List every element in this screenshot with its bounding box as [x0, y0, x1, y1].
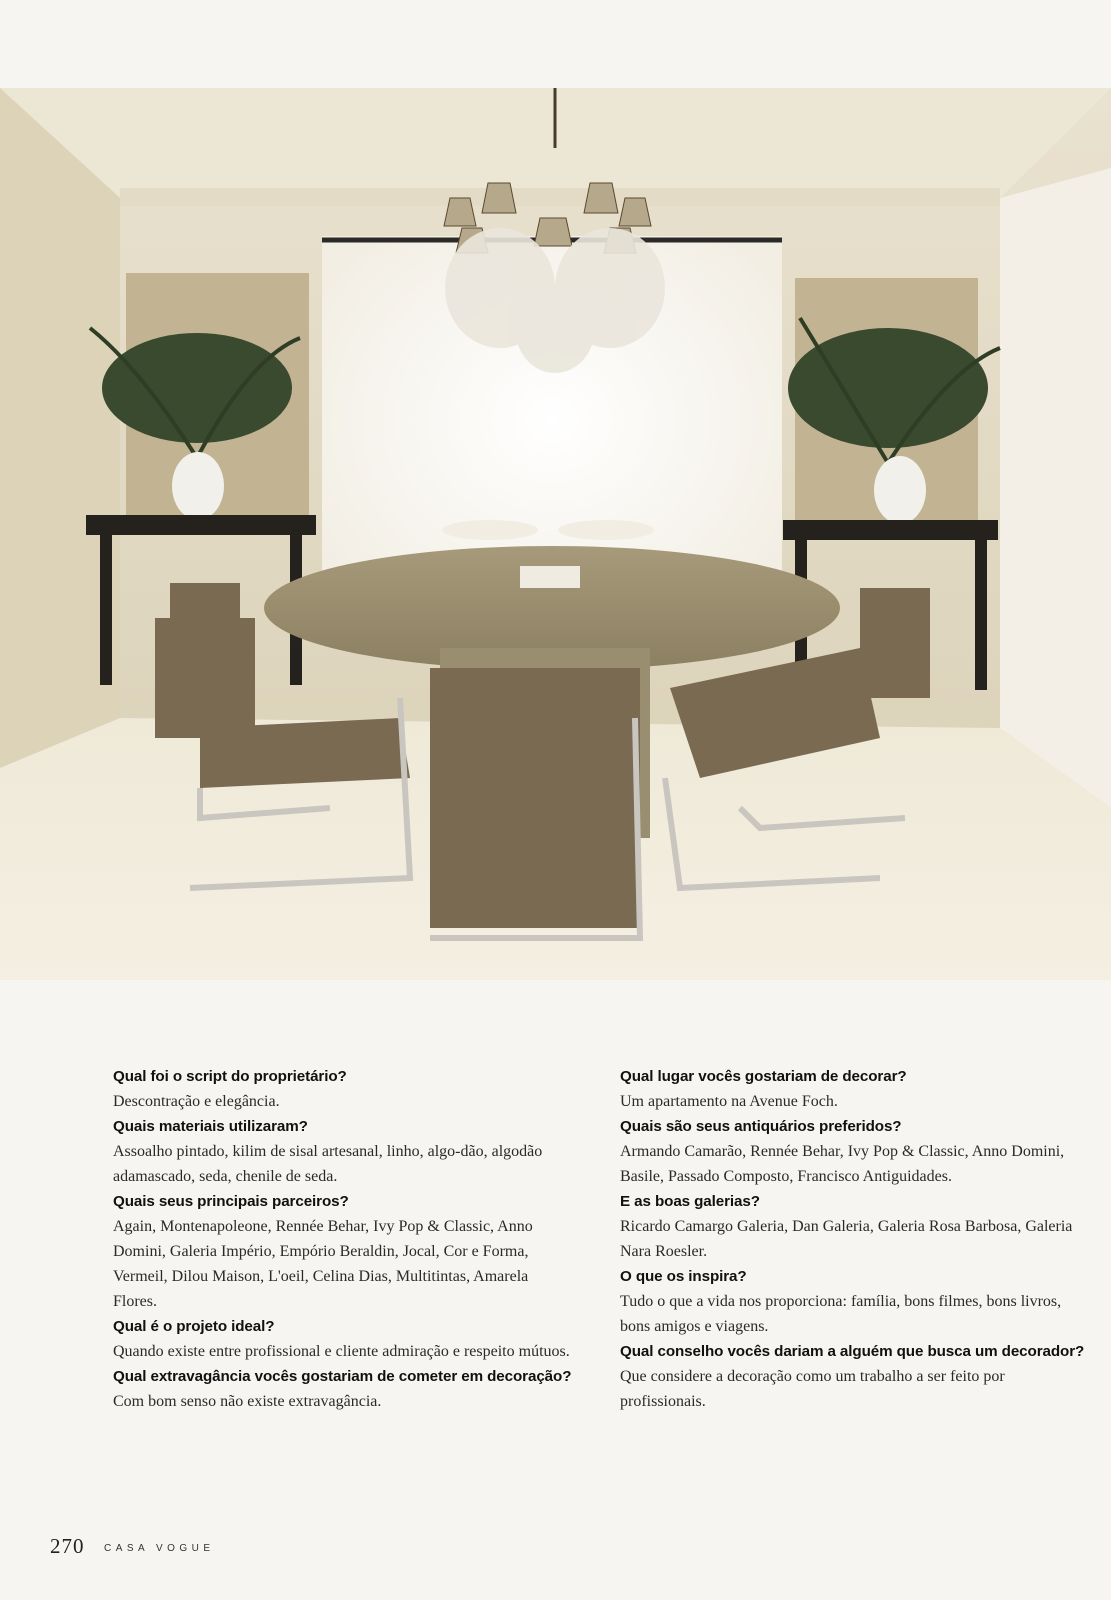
qa-item — [113, 1364, 573, 1414]
qa-item — [620, 1114, 1090, 1189]
question: Qual foi o script do proprietário? — [113, 1068, 347, 1085]
question: Quais seus principais parceiros? — [113, 1193, 349, 1210]
qa-item — [113, 1064, 573, 1114]
qa-item — [620, 1264, 1090, 1339]
dining-room-photo — [0, 88, 1111, 980]
magazine-name: CASA VOGUE — [104, 1543, 215, 1554]
answer: Tudo o que a vida nos proporciona: família, bons filmes, bons livros, bons amigos e viagens. — [620, 1293, 1062, 1335]
question: Qual extravagância vocês gostariam de cometer em decoração? — [113, 1368, 572, 1385]
answer: Armando Camarão, Rennée Behar, Ivy Pop & Classic, Anno Domini, Basile, Passado Composto, Francisco Antiguidades. — [620, 1143, 1065, 1185]
question: O que os inspira? — [620, 1268, 747, 1285]
qa-item — [620, 1189, 1090, 1264]
answer: Um apartamento na Avenue Foch. — [620, 1093, 838, 1110]
answer: Descontração e elegância. — [113, 1093, 280, 1110]
question: Quais materiais utilizaram? — [113, 1118, 308, 1135]
question: E as boas galerias? — [620, 1193, 760, 1210]
qa-item — [113, 1189, 573, 1314]
question: Qual é o projeto ideal? — [113, 1318, 275, 1335]
answer: Again, Montenapoleone, Rennée Behar, Ivy Pop & Classic, Anno Domini, Galeria Império, Empório Beraldin, Jocal, Cor e Forma, Vermeil, Dilou Maison, L'oeil, Celina Dias, Multitintas, Amarela Flores. — [113, 1218, 533, 1310]
question: Quais são seus antiquários preferidos? — [620, 1118, 902, 1135]
page-number: 270 — [50, 1534, 85, 1558]
interview-column-right — [620, 1064, 1090, 1414]
qa-item — [620, 1064, 1090, 1114]
answer: Que considere a decoração como um trabalho a ser feito por profissionais. — [620, 1368, 1005, 1410]
qa-item — [113, 1114, 573, 1189]
answer: Assoalho pintado, kilim de sisal artesanal, linho, algo-dão, algodão adamascado, seda, chenile de seda. — [113, 1143, 543, 1185]
question: Qual conselho vocês dariam a alguém que busca um decorador? — [620, 1343, 1085, 1360]
qa-item — [113, 1314, 573, 1364]
answer: Quando existe entre profissional e cliente admiração e respeito mútuos. — [113, 1343, 570, 1360]
answer: Com bom senso não existe extravagância. — [113, 1393, 382, 1410]
interview-column-left — [113, 1064, 573, 1414]
question: Qual lugar vocês gostariam de decorar? — [620, 1068, 907, 1085]
qa-item — [620, 1339, 1090, 1414]
answer: Ricardo Camargo Galeria, Dan Galeria, Galeria Rosa Barbosa, Galeria Nara Roesler. — [620, 1218, 1073, 1260]
